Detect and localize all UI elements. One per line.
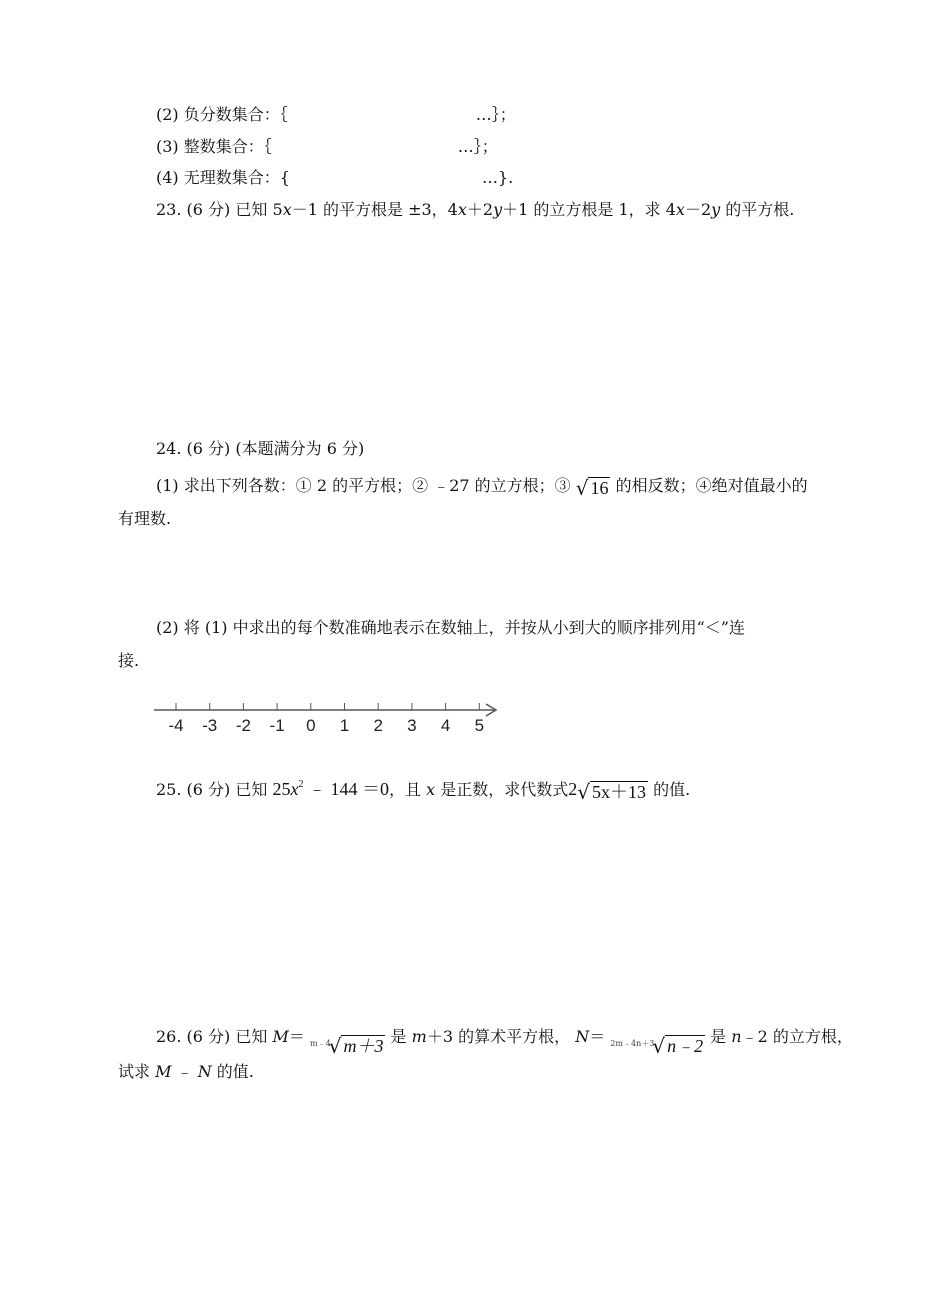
number-line-tick-label: -1 <box>269 716 285 735</box>
question-score: (6 分) <box>186 780 231 799</box>
radicand: n﹣2 <box>667 1036 704 1056</box>
radicand: 16 <box>590 478 609 498</box>
question-24-part1 <box>156 475 808 498</box>
number-line-tick-label: 1 <box>339 716 350 735</box>
number-line-tick-label: 3 <box>407 716 417 735</box>
set-open-brace: ｛ <box>263 137 272 156</box>
question-text: 是 <box>710 1027 727 1046</box>
number-line-tick-label: 2 <box>373 716 383 735</box>
var-x: x <box>426 780 436 799</box>
question-text: －1 的平方根是 ±3，4 <box>291 200 458 219</box>
number-line-tick-label: 5 <box>474 716 485 735</box>
root-index: m﹣4 <box>310 1039 331 1048</box>
var-n: n <box>731 1027 742 1046</box>
set-label: (2) 负分数集合： <box>156 105 280 124</box>
radicand: m＋3 <box>343 1036 384 1056</box>
question-text: 已知 <box>235 1027 268 1046</box>
root-index: 2m﹣4n＋3 <box>610 1039 655 1048</box>
var-m: m <box>411 1027 427 1046</box>
equation <box>273 779 390 799</box>
radical-sign: √ <box>575 476 589 500</box>
question-number: 25. <box>156 780 182 799</box>
var-y: y <box>711 200 721 219</box>
var-y: y <box>493 200 503 219</box>
number-line-tick-label: -3 <box>202 716 218 735</box>
root-expression-m <box>310 1035 385 1056</box>
var-N: N <box>197 1062 212 1081</box>
question-24-header <box>156 438 364 460</box>
question-number: 23. <box>156 200 182 219</box>
var-x: x <box>282 200 292 219</box>
var-x: x <box>290 779 299 799</box>
question-text: 已知 <box>235 780 268 799</box>
question-26-cont <box>118 1061 254 1083</box>
question-text: ＋2 <box>466 200 494 219</box>
question-text: 接. <box>118 651 140 670</box>
root-expression-n <box>610 1035 705 1056</box>
question-text: 有理数. <box>118 509 172 528</box>
radical-sign: √ <box>652 1034 666 1058</box>
number-line-tick-label: 4 <box>440 716 451 735</box>
var-x: x <box>675 200 685 219</box>
set-close-brace: …}. <box>481 168 514 187</box>
question-text: 已知 5 <box>235 200 283 219</box>
question-text: ﹣2 的立方根， <box>741 1027 853 1046</box>
question-text: ，且 <box>389 780 422 799</box>
equals: ＝ <box>288 1027 305 1046</box>
var-x: x <box>457 200 467 219</box>
set-irrational <box>156 167 513 189</box>
question-note: (本题满分为 6 分) <box>235 439 365 458</box>
minus: ﹣ <box>171 1062 198 1081</box>
question-24-part2-cont <box>118 650 139 672</box>
number-line <box>152 696 512 740</box>
question-text: 的平方根. <box>720 200 795 219</box>
question-24-part2 <box>156 617 745 639</box>
question-text: 的值. <box>211 1062 254 1081</box>
coefficient: 2 <box>568 779 578 799</box>
question-text: (2) 将 (1) 中求出的每个数准确地表示在数轴上，并按从小到大的顺序排列用“＜”连 <box>156 618 745 637</box>
question-26 <box>156 1026 853 1056</box>
var-N: N <box>575 1027 590 1046</box>
var-M: M <box>155 1062 172 1081</box>
question-score: (6 分) <box>186 200 231 219</box>
question-text: 的值. <box>653 780 691 799</box>
set-label: (4) 无理数集合： <box>156 168 280 187</box>
set-close-brace: …｝； <box>457 137 498 156</box>
sqrt-expression <box>576 477 611 498</box>
radicand: 5x＋13 <box>592 782 647 802</box>
number-line-tick-label: 0 <box>306 716 316 735</box>
set-close-brace: …｝； <box>475 105 516 124</box>
set-open-brace: ｛ <box>279 105 288 124</box>
question-text: (1) 求出下列各数：① 2 的平方根；② ﹣27 的立方根；③ <box>156 476 571 495</box>
question-score: (6 分) <box>186 1027 231 1046</box>
question-text: 是 <box>390 1027 407 1046</box>
question-text: 试求 <box>118 1062 151 1081</box>
question-score: (6 分) <box>186 439 231 458</box>
question-text: ＋3 的算术平方根， <box>426 1027 571 1046</box>
question-number: 24. <box>156 439 182 458</box>
number-line-tick-label: -4 <box>168 716 184 735</box>
set-open-brace: { <box>279 168 290 187</box>
radical-sign: √ <box>328 1034 342 1058</box>
question-25 <box>156 774 690 802</box>
set-label: (3) 整数集合： <box>156 137 264 156</box>
question-24-part1-cont <box>118 508 171 530</box>
equals: ＝ <box>589 1027 606 1046</box>
question-text: －2 <box>684 200 712 219</box>
eq-coef: 25 <box>272 779 291 799</box>
number-line-tick-label: -2 <box>235 716 251 735</box>
question-text: 的相反数；④绝对值最小的 <box>615 476 808 495</box>
question-text: ＋1 的立方根是 1，求 4 <box>502 200 676 219</box>
question-23 <box>156 199 794 221</box>
var-M: M <box>272 1027 289 1046</box>
radical-sign: √ <box>577 780 591 804</box>
question-number: 26. <box>156 1027 182 1046</box>
sqrt-expression <box>577 781 648 802</box>
set-integer <box>156 136 498 158</box>
set-negative-fraction <box>156 104 516 126</box>
exponent: 2 <box>298 779 304 790</box>
eq-rest: ﹣ 144 ＝0 <box>303 779 390 799</box>
question-text: 是正数，求代数式 <box>440 780 569 799</box>
